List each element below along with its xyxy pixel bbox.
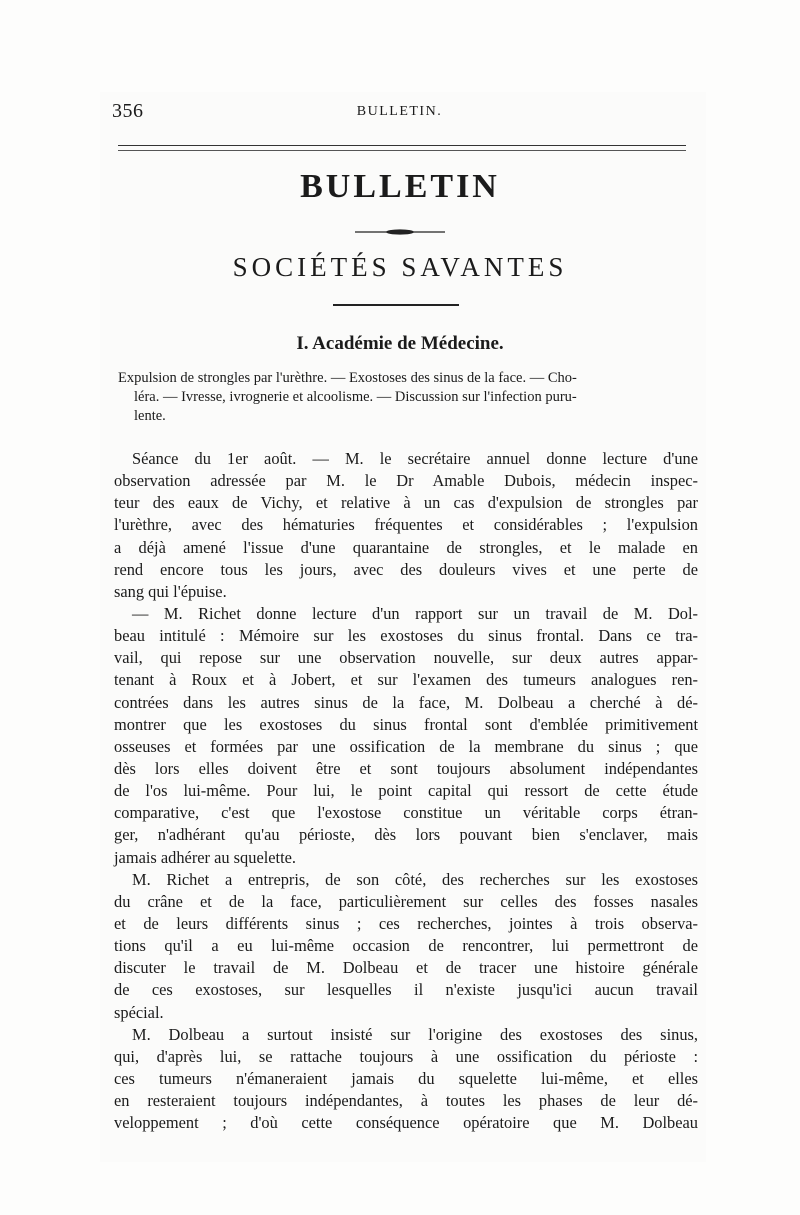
- section-title: SOCIÉTÉS SAVANTES: [232, 252, 568, 282]
- subsection-title: I. Académie de Médecine.: [296, 333, 504, 354]
- body-line: observation adressée par M. le Dr Amable Dubois, médecin inspec-: [114, 471, 698, 491]
- body-line: sang qui l'épuise.: [114, 581, 227, 601]
- body-line: en resteraient toujours indépendantes, à toutes les phases de leur dé-: [114, 1091, 698, 1111]
- body-line: ger, n'adhérant qu'au périoste, dès lors pouvant bien s'enclaver, mais: [114, 825, 698, 845]
- body-text: [114, 448, 698, 1134]
- body-line: M. Dolbeau a surtout insisté sur l'origine des exostoses des sinus,: [132, 1024, 698, 1044]
- ornament-divider: [355, 228, 445, 236]
- body-line: montrer que les exostoses du sinus frontal sont d'emblée primitivement: [114, 714, 698, 734]
- body-line: l'urèthre, avec des hématuries fréquentes et considérables ; l'expulsion: [114, 515, 698, 535]
- body-line: a déjà amené l'issue d'une quarantaine de strongles, et le malade en: [114, 537, 698, 557]
- body-line: de ces exostoses, sur lesquelles il n'existe jusqu'ici aucun travail: [114, 980, 698, 1000]
- body-line: vail, qui repose sur une observation nouvelle, sur deux autres appar-: [114, 648, 698, 668]
- body-line: Séance du 1er août. — M. le secrétaire annuel donne lecture d'une: [132, 449, 698, 468]
- section-rule: [333, 304, 459, 306]
- body-line: teur des eaux de Vichy, et relative à un cas d'expulsion de strongles par: [114, 493, 698, 513]
- running-title: BULLETIN.: [356, 104, 443, 119]
- body-line: comparative, c'est que l'exostose constitue un véritable corps étran-: [114, 803, 698, 823]
- body-line: tions qu'il a eu lui-même occasion de rencontrer, lui permettront de: [114, 936, 698, 956]
- summary-line: Expulsion de strongles par l'urèthre. — Exostoses des sinus de la face. — Cho-: [118, 370, 577, 386]
- body-line: — M. Richet donne lecture d'un rapport sur un travail de M. Dol-: [132, 603, 698, 623]
- summary-line: lente.: [134, 408, 166, 424]
- header-rule: [118, 145, 686, 151]
- body-line: beau intitulé : Mémoire sur les exostoses du sinus frontal. Dans ce tra-: [114, 626, 698, 646]
- body-line: tenant à Roux et à Jobert, et sur l'examen des tumeurs analogues ren-: [114, 670, 698, 690]
- running-head: [112, 100, 687, 128]
- body-line: de l'os lui-même. Pour lui, le point capital qui ressort de cette étude: [114, 781, 698, 801]
- body-line: dès lors elles doivent être et sont toujours absolument indépendantes: [114, 758, 698, 778]
- body-line: discuter le travail de M. Dolbeau et de tracer une histoire générale: [114, 958, 698, 978]
- body-line: et de leurs différents sinus ; ces recherches, jointes à trois observa-: [114, 913, 698, 933]
- page-number: 356: [112, 100, 144, 122]
- body-line: contrées dans les autres sinus de la face, M. Dolbeau a cherché à dé-: [114, 692, 698, 712]
- summary: [118, 369, 696, 426]
- body-line: jamais adhérer au squelette.: [114, 847, 297, 867]
- body-line: veloppement ; d'où cette conséquence opératoire que M. Dolbeau: [114, 1113, 698, 1133]
- body-line: qui, d'après lui, se rattache toujours à une ossification du périoste :: [114, 1046, 698, 1066]
- main-title: BULLETIN: [300, 168, 500, 205]
- body-line: du crâne et de la face, particulièrement sur celles des fosses nasales: [114, 891, 698, 911]
- body-line: ces tumeurs n'émaneraient jamais du squelette lui-même, et elles: [114, 1068, 698, 1088]
- body-line: spécial.: [114, 1002, 164, 1022]
- body-line: osseuses et formées par une ossification de la membrane du sinus ; que: [114, 736, 698, 756]
- body-line: M. Richet a entrepris, de son côté, des recherches sur les exostoses: [132, 869, 698, 889]
- summary-line: léra. — Ivresse, ivrognerie et alcoolisme. — Discussion sur l'infection puru-: [134, 389, 577, 405]
- body-line: rend encore tous les jours, avec des douleurs vives et une perte de: [114, 559, 698, 579]
